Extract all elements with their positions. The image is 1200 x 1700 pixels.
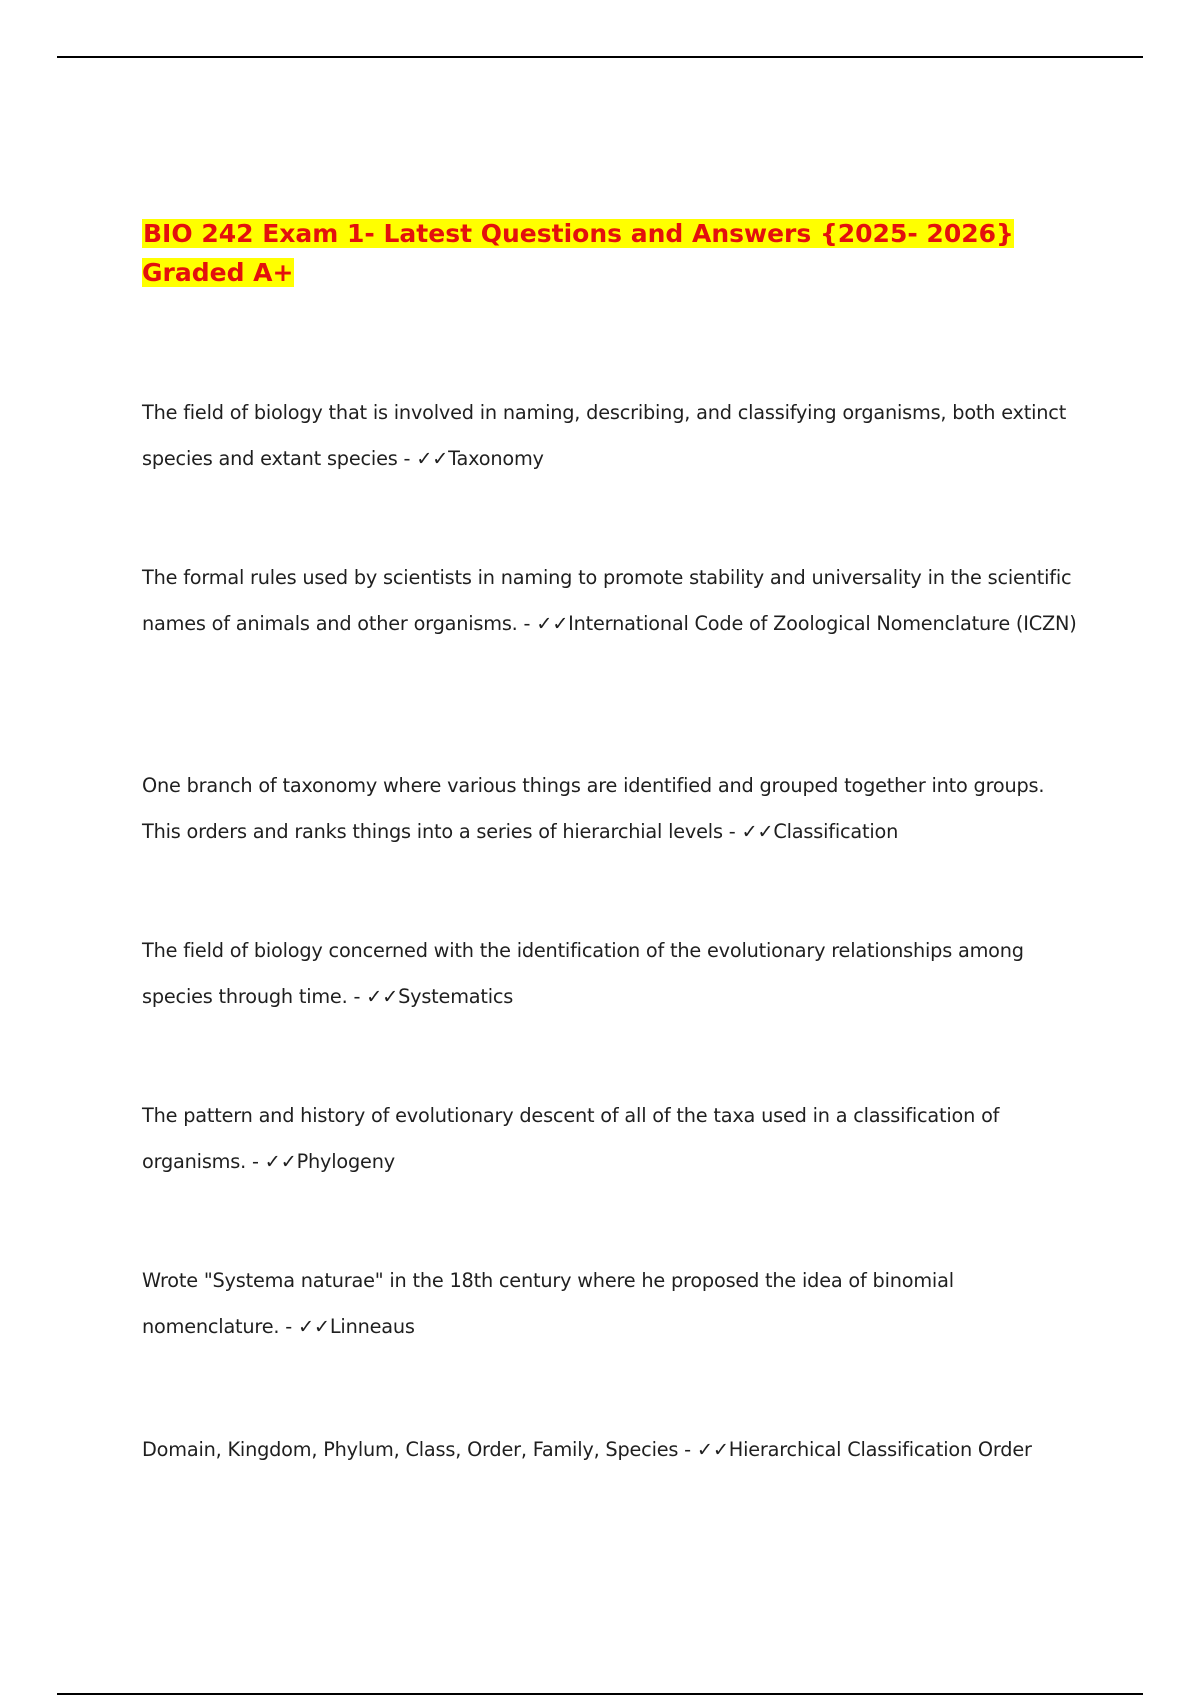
question-text: The field of biology concerned with the identification of the evolutionary relationships among species through time. bbox=[142, 939, 1024, 1008]
question-text: The field of biology that is involved in naming, describing, and classifying organisms, both extinct species and extant species bbox=[142, 401, 1067, 470]
question-text: Wrote "Systema naturae" in the 18th century where he proposed the idea of binomial nomenclature. bbox=[142, 1269, 954, 1338]
question-text: The pattern and history of evolutionary descent of all of the taxa used in a classification of organisms. bbox=[142, 1104, 1000, 1173]
answer-text: Classification bbox=[773, 819, 899, 843]
check-icon: ✓✓ bbox=[696, 1438, 729, 1461]
top-rule bbox=[57, 56, 1143, 58]
qa-item-5 bbox=[142, 1093, 1082, 1184]
separator: - bbox=[347, 984, 367, 1008]
separator: - bbox=[246, 1149, 265, 1173]
check-icon: ✓✓ bbox=[416, 446, 449, 470]
check-icon: ✓✓ bbox=[297, 1314, 330, 1338]
separator: - bbox=[722, 819, 742, 843]
qa-item-7 bbox=[142, 1427, 1082, 1473]
separator: - bbox=[517, 611, 537, 635]
answer-text: Phylogeny bbox=[296, 1149, 395, 1173]
qa-item-1 bbox=[142, 390, 1082, 481]
question-text: One branch of taxonomy where various things are identified and grouped together into groups. This orders and ranks things into a series of hierarchial levels bbox=[142, 774, 1045, 843]
answer-text: Systematics bbox=[398, 984, 514, 1008]
title-highlight: BIO 242 Exam 1- Latest Questions and Answers {2025- 2026} Graded A+ bbox=[142, 219, 1014, 287]
qa-item-3 bbox=[142, 763, 1082, 854]
bottom-rule bbox=[57, 1693, 1143, 1695]
answer-text: Taxonomy bbox=[448, 446, 544, 470]
qa-item-6 bbox=[142, 1258, 1082, 1349]
question-text: Domain, Kingdom, Phylum, Class, Order, Family, Species bbox=[142, 1438, 679, 1461]
check-icon: ✓✓ bbox=[264, 1149, 297, 1173]
check-icon: ✓✓ bbox=[366, 984, 399, 1008]
answer-text: International Code of Zoological Nomenclature (ICZN) bbox=[568, 611, 1077, 635]
separator: - bbox=[397, 446, 417, 470]
check-icon: ✓✓ bbox=[741, 819, 774, 843]
qa-item-4 bbox=[142, 928, 1082, 1019]
answer-text: Hierarchical Classification Order bbox=[728, 1438, 1032, 1461]
answer-text: Linneaus bbox=[329, 1314, 415, 1338]
question-text: The formal rules used by scientists in naming to promote stability and universality in the scientific names of animals and other organisms. bbox=[142, 566, 1072, 635]
check-icon: ✓✓ bbox=[536, 611, 569, 635]
separator: - bbox=[678, 1438, 697, 1461]
document-title bbox=[142, 214, 1082, 292]
separator: - bbox=[279, 1314, 298, 1338]
qa-item-2 bbox=[142, 555, 1082, 646]
